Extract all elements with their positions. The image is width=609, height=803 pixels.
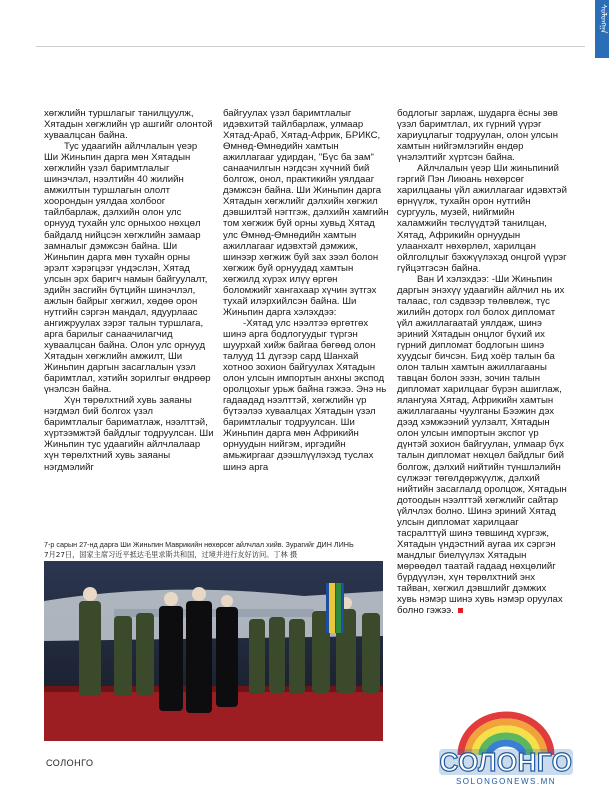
paragraph: Ван И хэлэхдээ: -Ши Жиньпин даргын энэхүү удаагийн айлчил нь их талаас, гол сэдвээр төлөвлөж, түс жилийн доторх гол болох дипломат үйл ажиллагаатай уялдаж, шинэ эриний Хятадын онцлог бүхий их гүрний дипломат бодлогын шинэ хуудсыг бичсэн. Бид хоёр талын ба олон талын хамтын ажиллагааны тавцан болон ээзн, зочин талын дипломат харилцааг бүрэн ашиглаж, ялангуяа Хятад, Африкийн хамтын ажиллагааны чуулганы Бээжин дэх дээд хэмжээний уулзалт, Хятадын олон улсын импортын экспог үр дүнтэй зохион байгуулан, улмаар бүх талын дипломат нөхцөл байдлыг бий болгож, дэлхий нийтийн түншлэлийн сүлжээг төгөлдөржүүлж, дэлхий нийтийн засаглалд оролцож, Хятадын дотоодын нээлттэй хөгжлийг сайтар үйлчлэх болно. Шинэ эриний Хятад улсын дипломат харилцааг тасралттүй шинэ төвшинд хүргэж, Хятадын үндэстний аугаа их сэргэн мандлыг биелүүлэх Хятадын мөрөөдөл таатай гадаад нөхцөлийг бүрдүүлэн, хүн төрөлхтний энх тайван, хөгжил дэвшлийг дэмжих хувь нэмэр шинэ хувь нэмэр оруулах болно гэжээ. [397, 273, 567, 617]
side-tab [595, 0, 609, 58]
solongo-logo [433, 703, 579, 793]
logo-url: SOLONGONEWS.MN [455, 777, 557, 786]
end-mark [458, 608, 463, 613]
paragraph: байгуулах үзэл баримтлалыг идэвхитэй тайлбарлаж, улмаар Хятад-Араб, Хятад-Африк, БРИКС, Өмнөд-Өмнөдийн хамтын ажиллагааг удирдан, "Бүс ба зам" санаачилгын нэгдсэн хүчний бий болгож, онол, практикийн уялдааг дэмжсэн байна. Ши Жиньпин дарга Хятадын хөгжлийг дэлхийн хөгжил дэвшилтэй нэгтгэж, дэлхийн хамгийн том хөгжиж буй орны хувьд Хятад улс Өмнөд-Өмнөдийн хамтын ажиллагааг идэвхтэй дэмжиж, шинээр хөгжиж буй зах зээл болон хөгжиж буй орнуудад хамтын хөгжилд хүрэх илүү өргөн боломжийг хангахаар хүчин зүтгэх тухай илэрхийлсэн байна. Ши Жиньпин дарга хэлэхдээ: [223, 108, 389, 318]
photo-caption [44, 540, 389, 559]
ceremony-photo-illustration [44, 561, 383, 741]
paragraph: хөгжлийн туршлагыг танилцуулж, Хятадын хөгжлийн үр ашгийг олонтой хуваалцсан байна. [44, 108, 213, 142]
caption-chinese: 7月27日，国家主席习近平抵达毛里求斯共和国，过境并进行友好访问。丁林 摄 [44, 549, 298, 559]
paragraph: -Хятад улс нээлтээ өргөтгөх шинэ арга бодлогуудыг түргэн шуурхай хийж байгаа бөгөөд олон талууд 11 дүгээр сард Шанхай хотноо зохион байгуулах Хятадын олон улсын импортын анхны экспод оролцохыг урьж байна гэжээ. Энэ нь гадаадад нээлттэй, хөгжлийн үр бүтээлээ хуваалцах Хятадын үзэл баримтлалыг тодруулсан. Ши Жиньпин дарга мөн Африкийн орнуудын нийгэм, иргэдийн амьжиргааг дээшлүүлэхэд туслах шинэ арга [223, 317, 387, 473]
header-rule [36, 46, 585, 47]
magazine-footer-name: СОЛОНГО [46, 758, 94, 768]
text-column-3 [397, 108, 567, 616]
logo-wordmark: СОЛОНГО [439, 747, 573, 777]
side-tab-text: ᠰᠣᠯᠣᠩᠭᠠ [599, 4, 608, 34]
paragraph: Айлчлалын үеэр Ши жиньпиний гэргий Пэн Лиюань нөхөрсөг харилцааны үйл ажиллагааг идэвхтэй өрнүүлж, тухайн орон нутгийн сургууль, музей, нийгмийн халамжийн төслүүдтэй танилцан, Хятад, Африкийн орнуудын улаанхалт нөхөрлөл, харилцан ойлголцлыг бэхжүүлэхэд онцгой үүрэг гүйцэтгэсэн байна. [397, 163, 567, 274]
text-column-2 [223, 108, 389, 473]
text-column-1 [44, 108, 214, 473]
news-photo [44, 561, 383, 741]
paragraph: бодлогыг зарлаж, шударга ёсны зөв үзэл баримтлал, их гүрний үүрэг хариуцлагыг тодруулан, олон улсын хамтын нийгэмлэгийн өндөр үнэлэлтийг хүртсэн байна. [397, 108, 558, 164]
caption-mongolian: 7-р сарын 27-нд дарга Ши Жиньпин Маврикийн нөхөрсөг айлчлал хийв. Зурагийг ДИН ЛИНЬ [44, 540, 354, 549]
paragraph: Тус удаагийн айлчлалын үеэр Ши Жиньпин дарга мөн Хятадын хөгжлийн үзэл баримтлалыг шинэчлэл, нээлтийн 40 жилийн амжилтын туршлагын ололт хоорондын уялдаа холбоог тайлбарлаж, дэлхийн олон улс орнууд тухайн улс орныхоо нөхцөл байдалд нийцсэн хөгжлийн замаар замналыг дэмжсэн байна. Ши Жиньпин дарга мөн тухайн орны эрэлт хэрэгцээг үндэслэн, Хятад улсын эрх баригч намын байгуулалт, эдийн засгийн бүтцийн шинэчлэл, ажлын байрыг хөгжил, хөдөө орон нутгийн сэргэн мандал, ядуурлаас ангижруулах зэрэг талын туршлага, арга барилыг санаачилагчид хуваалцсан байна. Олон улс орнууд Хятадын хөгжлийн амжилт, Ши Жиньпин даргын засаглалын үзэл баримтлал, хэтийн зорилгыг өндрөөр үнэлсэн байна. [44, 141, 211, 396]
paragraph: Хүн төрөлхтний хувь заяаны нэгдмэл бий болгох үзэл баримтлалыг бариматлаж, нээлттэй, хүртээмжтэй байдлыг тодруулсан. Ши Жиньпин тус удаагийн айлчлалаар хүн төрөлхтний хувь заяаны нэгдмэлийг [44, 395, 214, 473]
